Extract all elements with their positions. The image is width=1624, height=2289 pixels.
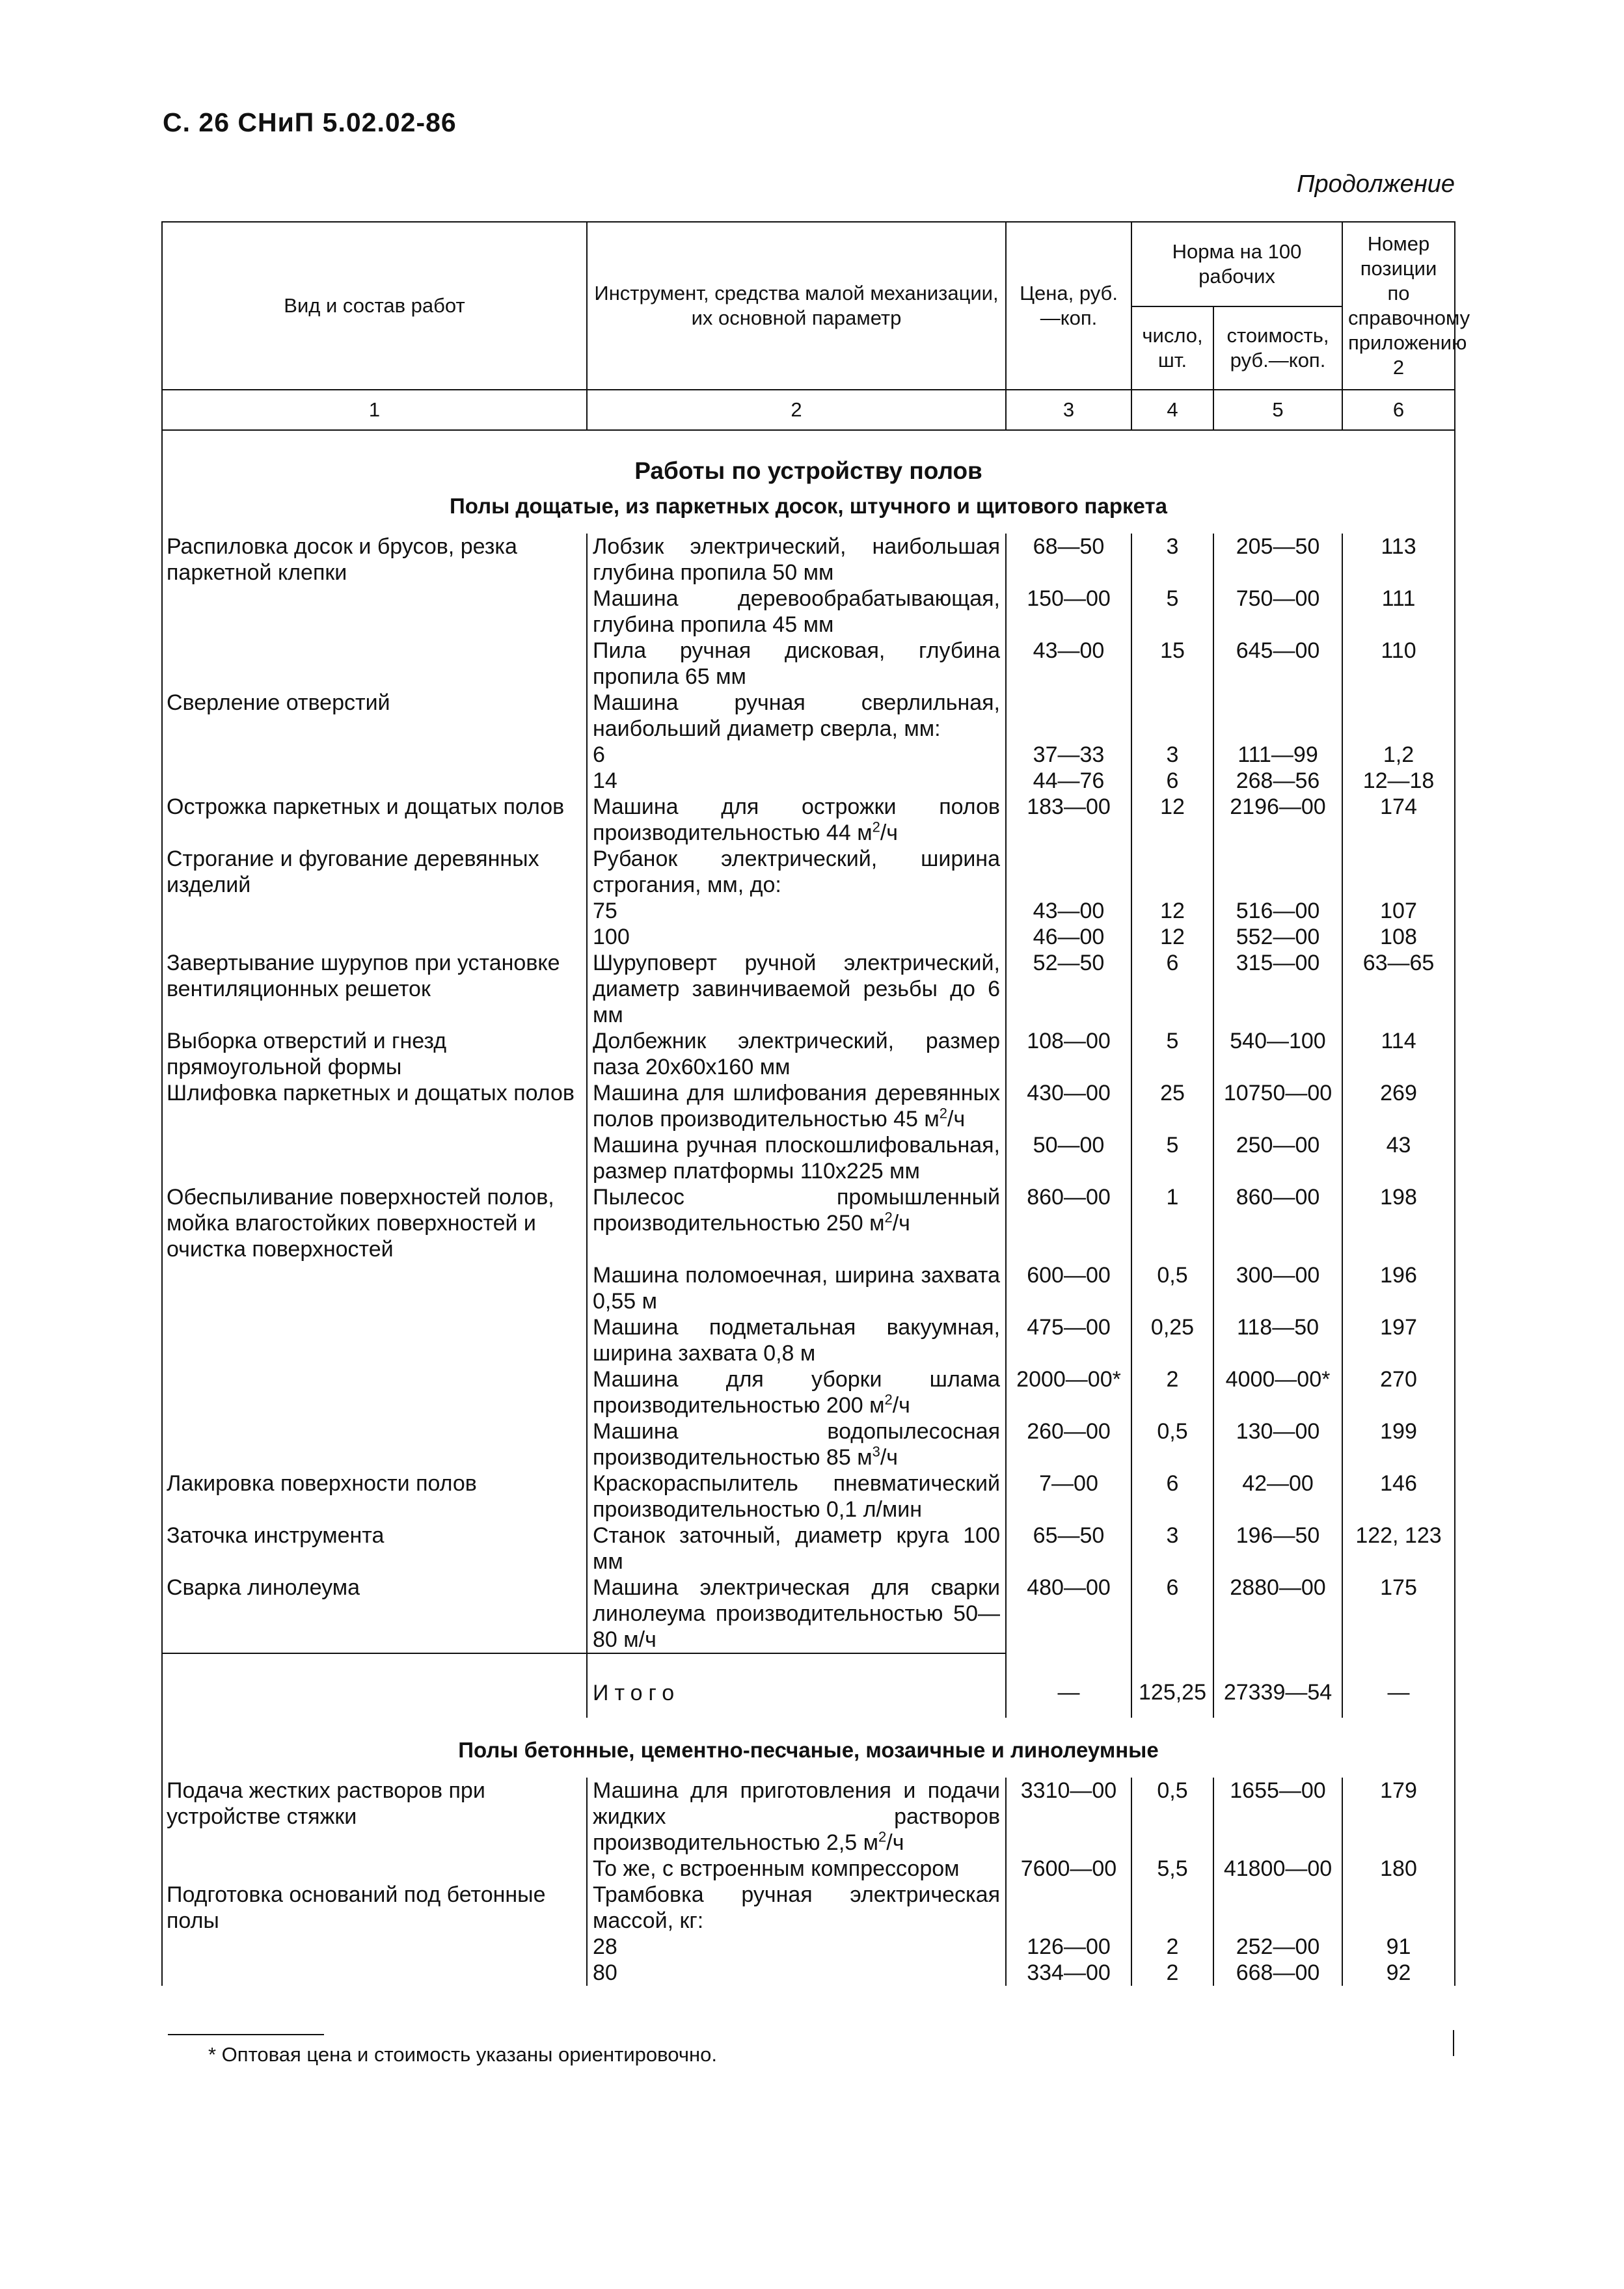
table-body — [162, 430, 1455, 1653]
tool-cell: Лобзик электрический, наибольшая глубина пропила 50 мм — [587, 534, 1006, 586]
cost-cell: 196—50 — [1213, 1523, 1342, 1575]
count-cell: 0,25 — [1131, 1314, 1213, 1366]
work-type-cell: Подача жестких растворов при устройстве стяжки — [162, 1778, 587, 1856]
tool-cell: Станок заточный, диаметр круга 100 мм — [587, 1523, 1006, 1575]
position-cell: 63—65 — [1342, 950, 1455, 1028]
tool-cell: Машина поломоечная, ширина захвата 0,55 м — [587, 1262, 1006, 1314]
work-type-cell — [162, 1262, 587, 1314]
tool-cell: 28 — [587, 1934, 1006, 1960]
work-type-cell: Шлифовка паркетных и дощатых полов — [162, 1080, 587, 1132]
table-header — [162, 222, 1470, 430]
table-row — [162, 1934, 1455, 1960]
cost-cell: 118—50 — [1213, 1314, 1342, 1366]
footnote: * Оптовая цена и стоимость указаны ориентировочно. — [208, 2043, 717, 2066]
price-cell: 44—76 — [1006, 768, 1131, 794]
position-cell: 198 — [1342, 1184, 1455, 1262]
work-type-cell — [162, 1366, 587, 1418]
total-count: 125,25 — [1131, 1653, 1213, 1718]
tool-cell: Машина для уборки шлама производительностью 200 $м^2/ч$ — [587, 1366, 1006, 1418]
cost-cell: 860—00 — [1213, 1184, 1342, 1262]
table-row — [162, 1470, 1455, 1523]
work-type-cell — [162, 1418, 587, 1470]
price-cell: 43—00 — [1006, 898, 1131, 924]
cost-cell: 41800—00 — [1213, 1856, 1342, 1882]
position-cell: 174 — [1342, 794, 1455, 846]
count-cell: 12 — [1131, 794, 1213, 846]
tool-cell: Машина деревообрабатывающая, глубина пропила 45 мм — [587, 586, 1006, 638]
count-cell: 2 — [1131, 1960, 1213, 1986]
total-empty-cell — [162, 1653, 587, 1718]
work-type-cell — [162, 1132, 587, 1184]
work-type-cell: Подготовка оснований под бетонные полы — [162, 1882, 587, 1934]
tool-cell: То же, с встроенным компрессором — [587, 1856, 1006, 1882]
count-cell: 25 — [1131, 1080, 1213, 1132]
position-cell: 113 — [1342, 534, 1455, 586]
table-row — [162, 1778, 1455, 1856]
cost-cell: 2196—00 — [1213, 794, 1342, 846]
table-body-section2 — [162, 1778, 1455, 1986]
work-type-cell — [162, 768, 587, 794]
tool-cell: Трамбовка ручная электрическая массой, кг: — [587, 1882, 1006, 1934]
position-cell — [1342, 690, 1455, 742]
position-cell: 269 — [1342, 1080, 1455, 1132]
total-position: — — [1342, 1653, 1455, 1718]
table-row — [162, 1080, 1455, 1132]
work-type-cell: Острожка паркетных и дощатых полов — [162, 794, 587, 846]
position-cell: 91 — [1342, 1934, 1455, 1960]
cost-cell: 4000—00* — [1213, 1366, 1342, 1418]
price-cell: 334—00 — [1006, 1960, 1131, 1986]
price-cell: 46—00 — [1006, 924, 1131, 950]
table-row — [162, 534, 1455, 586]
cost-cell: 205—50 — [1213, 534, 1342, 586]
table-row — [162, 1184, 1455, 1262]
count-cell: 3 — [1131, 534, 1213, 586]
tool-cell: 80 — [587, 1960, 1006, 1986]
position-cell: 179 — [1342, 1778, 1455, 1856]
tool-cell: 6 — [587, 742, 1006, 768]
price-table — [161, 221, 1470, 1986]
subsection-title: Полы бетонные, цементно-песчаные, мозаичные и линолеумные — [162, 1718, 1455, 1778]
price-cell: 600—00 — [1006, 1262, 1131, 1314]
subsection-title: Полы дощатые, из паркетных досок, штучного и щитового паркета — [162, 493, 1455, 534]
tool-cell: 75 — [587, 898, 1006, 924]
price-cell: 126—00 — [1006, 1934, 1131, 1960]
header-work-type: Вид и состав работ — [162, 222, 587, 390]
price-cell: 475—00 — [1006, 1314, 1131, 1366]
cost-cell — [1213, 1882, 1342, 1934]
tool-cell: Машина электрическая для сварки линолеума производительностью 50—80 м/ч — [587, 1575, 1006, 1653]
cost-cell: 645—00 — [1213, 638, 1342, 690]
header-price: Цена, руб.—коп. — [1006, 222, 1131, 390]
footnote-divider — [168, 2034, 324, 2035]
tool-cell: Машина для острожки полов производительностью 44 $м^2/ч$ — [587, 794, 1006, 846]
table-row — [162, 846, 1455, 898]
work-type-cell — [162, 638, 587, 690]
count-cell: 0,5 — [1131, 1262, 1213, 1314]
cost-cell: 552—00 — [1213, 924, 1342, 950]
position-cell: 175 — [1342, 1575, 1455, 1653]
price-cell: 3310—00 — [1006, 1778, 1131, 1856]
price-cell — [1006, 846, 1131, 898]
table-row — [162, 586, 1455, 638]
table-row — [162, 1523, 1455, 1575]
work-type-cell: Выборка отверстий и гнезд прямоугольной формы — [162, 1028, 587, 1080]
total-label: Итого — [587, 1653, 1006, 1718]
work-type-cell — [162, 1856, 587, 1882]
cost-cell: 668—00 — [1213, 1960, 1342, 1986]
table-row — [162, 794, 1455, 846]
table-row — [162, 1882, 1455, 1934]
cost-cell: 111—99 — [1213, 742, 1342, 768]
table-row — [162, 742, 1455, 768]
count-cell: 0,5 — [1131, 1418, 1213, 1470]
price-cell: 2000—00* — [1006, 1366, 1131, 1418]
tool-cell: Машина для шлифования деревянных полов производительностью 45 $м^2/ч$ — [587, 1080, 1006, 1132]
work-type-cell — [162, 1934, 587, 1960]
continuation-label: Продолжение — [1297, 170, 1455, 198]
tool-cell: Шуруповерт ручной электрический, диаметр завинчиваемой резьбы до 6 мм — [587, 950, 1006, 1028]
page-header: С. 26 СНиП 5.02.02-86 — [163, 107, 457, 137]
price-cell: 68—50 — [1006, 534, 1131, 586]
position-cell: 110 — [1342, 638, 1455, 690]
table-row — [162, 924, 1455, 950]
count-cell: 12 — [1131, 924, 1213, 950]
price-cell: 50—00 — [1006, 1132, 1131, 1184]
tool-cell: Машина ручная плоскошлифовальная, размер платформы 110х225 мм — [587, 1132, 1006, 1184]
total-price: — — [1006, 1653, 1131, 1718]
position-cell: 199 — [1342, 1418, 1455, 1470]
position-cell — [1342, 846, 1455, 898]
count-cell — [1131, 1882, 1213, 1934]
position-cell: 107 — [1342, 898, 1455, 924]
count-cell: 6 — [1131, 950, 1213, 1028]
count-cell: 3 — [1131, 742, 1213, 768]
position-cell: 92 — [1342, 1960, 1455, 1986]
count-cell: 5 — [1131, 586, 1213, 638]
count-cell: 0,5 — [1131, 1778, 1213, 1856]
table-row — [162, 1575, 1455, 1653]
cost-cell: 1655—00 — [1213, 1778, 1342, 1856]
table-row — [162, 1418, 1455, 1470]
table-row — [162, 1960, 1455, 1986]
count-cell: 3 — [1131, 1523, 1213, 1575]
position-cell: 146 — [1342, 1470, 1455, 1523]
count-cell: 5 — [1131, 1132, 1213, 1184]
work-type-cell: Обеспыливание поверхностей полов, мойка влагостойких поверхностей и очистка поверхностей — [162, 1184, 587, 1262]
cost-cell: 268—56 — [1213, 768, 1342, 794]
section-title: Работы по устройству полов — [162, 430, 1455, 493]
work-type-cell: Распиловка досок и брусов, резка паркетной клепки — [162, 534, 587, 586]
table-row — [162, 950, 1455, 1028]
table-row — [162, 1132, 1455, 1184]
total-cost: 27339—54 — [1213, 1653, 1342, 1718]
cost-cell: 250—00 — [1213, 1132, 1342, 1184]
count-cell: 1 — [1131, 1184, 1213, 1262]
price-cell: 183—00 — [1006, 794, 1131, 846]
work-type-cell — [162, 898, 587, 924]
table-row — [162, 690, 1455, 742]
table-row — [162, 768, 1455, 794]
cost-cell: 750—00 — [1213, 586, 1342, 638]
position-cell: 108 — [1342, 924, 1455, 950]
position-cell: 12—18 — [1342, 768, 1455, 794]
col-number: 4 — [1131, 390, 1213, 430]
price-cell: 7600—00 — [1006, 1856, 1131, 1882]
table-row — [162, 1856, 1455, 1882]
position-cell: 111 — [1342, 586, 1455, 638]
cost-cell — [1213, 690, 1342, 742]
count-cell — [1131, 846, 1213, 898]
cost-cell: 42—00 — [1213, 1470, 1342, 1523]
col-number: 1 — [162, 390, 587, 430]
work-type-cell: Сверление отверстий — [162, 690, 587, 742]
work-type-cell — [162, 1960, 587, 1986]
price-cell: 260—00 — [1006, 1418, 1131, 1470]
col-number: 2 — [587, 390, 1006, 430]
tool-cell: Долбежник электрический, размер паза 20х60х160 мм — [587, 1028, 1006, 1080]
position-cell — [1342, 1882, 1455, 1934]
count-cell: 5,5 — [1131, 1856, 1213, 1882]
total-row — [162, 1653, 1455, 1718]
count-cell: 12 — [1131, 898, 1213, 924]
price-cell: 480—00 — [1006, 1575, 1131, 1653]
count-cell: 2 — [1131, 1366, 1213, 1418]
tool-cell: Машина ручная сверлильная, наибольший диаметр сверла, мм: — [587, 690, 1006, 742]
tool-cell: Машина для приготовления и подачи жидких растворов производительностью 2,5 $м^2/ч$ — [587, 1778, 1006, 1856]
price-cell: 108—00 — [1006, 1028, 1131, 1080]
price-cell: 37—33 — [1006, 742, 1131, 768]
position-cell: 43 — [1342, 1132, 1455, 1184]
header-position: Номер позиции по справочному приложению 2 — [1342, 222, 1455, 390]
count-cell: 15 — [1131, 638, 1213, 690]
count-cell: 6 — [1131, 1575, 1213, 1653]
cost-cell: 2880—00 — [1213, 1575, 1342, 1653]
header-count: число, шт. — [1131, 306, 1213, 390]
work-type-cell — [162, 1314, 587, 1366]
work-type-cell — [162, 924, 587, 950]
table-row — [162, 1366, 1455, 1418]
work-type-cell: Завертывание шурупов при установке вентиляционных решеток — [162, 950, 587, 1028]
table-row — [162, 1262, 1455, 1314]
position-cell: 197 — [1342, 1314, 1455, 1366]
price-cell: 430—00 — [1006, 1080, 1131, 1132]
count-cell: 6 — [1131, 768, 1213, 794]
col-number: 5 — [1213, 390, 1342, 430]
position-cell: 122, 123 — [1342, 1523, 1455, 1575]
work-type-cell: Строгание и фугование деревянных изделий — [162, 846, 587, 898]
position-cell: 114 — [1342, 1028, 1455, 1080]
work-type-cell: Сварка линолеума — [162, 1575, 587, 1653]
price-cell: 150—00 — [1006, 586, 1131, 638]
cost-cell: 516—00 — [1213, 898, 1342, 924]
tool-cell: Машина водопылесосная производительностью 85 $м^3/ч$ — [587, 1418, 1006, 1470]
table-row — [162, 638, 1455, 690]
price-cell: 52—50 — [1006, 950, 1131, 1028]
price-cell: 7—00 — [1006, 1470, 1131, 1523]
work-type-cell: Лакировка поверхности полов — [162, 1470, 587, 1523]
header-norm-group: Норма на 100 рабочих — [1131, 222, 1342, 306]
header-tool: Инструмент, средства малой механизации, их основной параметр — [587, 222, 1006, 390]
position-cell: 196 — [1342, 1262, 1455, 1314]
position-cell: 180 — [1342, 1856, 1455, 1882]
work-type-cell — [162, 586, 587, 638]
table-row — [162, 1314, 1455, 1366]
cost-cell: 540—100 — [1213, 1028, 1342, 1080]
tool-cell: 14 — [587, 768, 1006, 794]
cost-cell — [1213, 846, 1342, 898]
work-type-cell — [162, 742, 587, 768]
cost-cell: 130—00 — [1213, 1418, 1342, 1470]
table-row — [162, 898, 1455, 924]
position-cell: 270 — [1342, 1366, 1455, 1418]
total-body — [162, 1653, 1455, 1778]
table-row — [162, 1028, 1455, 1080]
table-border — [1453, 2030, 1454, 2056]
count-cell — [1131, 690, 1213, 742]
tool-cell: Пылесос промышленный производительностью 250 $м^2/ч$ — [587, 1184, 1006, 1262]
tool-cell: Машина подметальная вакуумная, ширина захвата 0,8 м — [587, 1314, 1006, 1366]
count-cell: 5 — [1131, 1028, 1213, 1080]
col-number: 6 — [1342, 390, 1455, 430]
price-cell — [1006, 1882, 1131, 1934]
count-cell: 2 — [1131, 1934, 1213, 1960]
tool-cell: Рубанок электрический, ширина строгания, мм, до: — [587, 846, 1006, 898]
work-type-cell: Заточка инструмента — [162, 1523, 587, 1575]
cost-cell: 252—00 — [1213, 1934, 1342, 1960]
tool-cell: Краскораспылитель пневматический производительностью 0,1 л/мин — [587, 1470, 1006, 1523]
price-cell — [1006, 690, 1131, 742]
price-cell: 860—00 — [1006, 1184, 1131, 1262]
price-cell: 65—50 — [1006, 1523, 1131, 1575]
cost-cell: 315—00 — [1213, 950, 1342, 1028]
cost-cell: 10750—00 — [1213, 1080, 1342, 1132]
price-cell: 43—00 — [1006, 638, 1131, 690]
col-number: 3 — [1006, 390, 1131, 430]
tool-cell: Пила ручная дисковая, глубина пропила 65 мм — [587, 638, 1006, 690]
tool-cell: 100 — [587, 924, 1006, 950]
position-cell: 1,2 — [1342, 742, 1455, 768]
header-cost: стоимость, руб.—коп. — [1213, 306, 1342, 390]
count-cell: 6 — [1131, 1470, 1213, 1523]
cost-cell: 300—00 — [1213, 1262, 1342, 1314]
